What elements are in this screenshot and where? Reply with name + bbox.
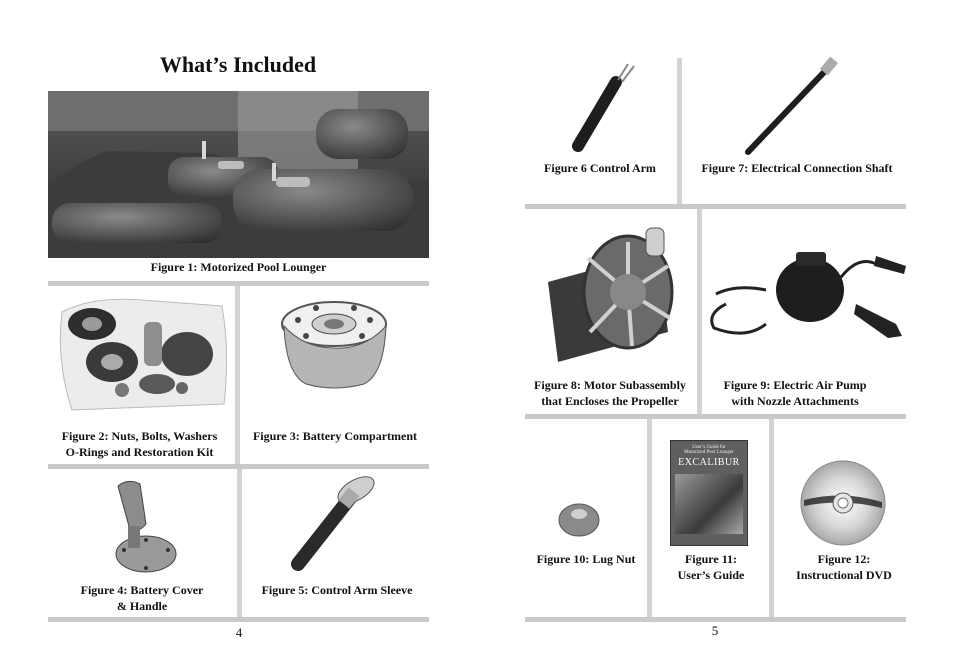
figure-6-caption: Figure 6 Control Arm (544, 161, 656, 175)
figure-11-caption (652, 551, 770, 583)
figure-4-caption-line-1: Figure 4: Battery Cover (80, 583, 204, 597)
figure-9-caption (702, 377, 888, 409)
divider (525, 414, 906, 419)
figure-3-caption: Figure 3: Battery Compartment (252, 429, 418, 443)
divider (677, 58, 682, 204)
figure-4-caption (48, 582, 236, 614)
figure-9-image (706, 244, 912, 344)
figure-1-image (48, 91, 429, 258)
figure-12-caption-line-1: Figure 12: (817, 552, 871, 566)
figure-8-caption (524, 377, 696, 409)
divider (647, 419, 652, 617)
figure-11-caption-line-1: Figure 11: (684, 552, 738, 566)
figure-9-caption-line-2: with Nozzle Attachments (731, 394, 859, 408)
figure-2-caption (48, 428, 231, 460)
figure-5-caption: Figure 5: Control Arm Sleeve (261, 583, 413, 597)
figure-4-image (100, 476, 180, 576)
divider (525, 617, 906, 622)
figure-11-caption-line-2: User’s Guide (677, 568, 745, 582)
figure-12-caption (774, 551, 914, 583)
figure-8-image (528, 222, 678, 372)
figure-7-caption: Figure 7: Electrical Connection Shaft (701, 161, 893, 175)
figure-12-image (800, 460, 886, 546)
figure-2-image (52, 292, 232, 414)
page-number-right: 5 (711, 623, 719, 638)
figure-12-caption-line-2: Instructional DVD (796, 568, 892, 582)
divider (769, 419, 774, 617)
figure-3-image (276, 294, 396, 392)
figure-5-image (280, 472, 380, 572)
guide-cover-brand: EXCALIBUR (678, 457, 740, 468)
page-title: What’s Included (159, 52, 317, 77)
figure-1-caption: Figure 1: Motorized Pool Lounger (150, 260, 327, 274)
figure-11-image (670, 440, 748, 546)
page-number-left: 4 (235, 625, 243, 640)
guide-cover-line-2: Motorized Pool Lounger (684, 450, 734, 455)
figure-9-caption-line-1: Figure 9: Electric Air Pump (723, 378, 867, 392)
figure-7-image (740, 56, 842, 158)
guide-cover-line-1: User’s Guide for (692, 445, 726, 450)
figure-8-caption-line-2: that Encloses the Propeller (541, 394, 679, 408)
divider (525, 204, 906, 209)
figure-2-caption-line-1: Figure 2: Nuts, Bolts, Washers (61, 429, 218, 443)
figure-10-image (556, 498, 602, 538)
figure-10-caption: Figure 10: Lug Nut (536, 552, 636, 566)
figure-6-image (568, 60, 638, 152)
figure-2-caption-line-2: O-Rings and Restoration Kit (65, 445, 214, 459)
divider (48, 617, 429, 622)
guide-cover-photo (675, 474, 743, 534)
figure-4-caption-line-2: & Handle (116, 599, 168, 613)
figure-8-caption-line-1: Figure 8: Motor Subassembly (534, 378, 686, 392)
